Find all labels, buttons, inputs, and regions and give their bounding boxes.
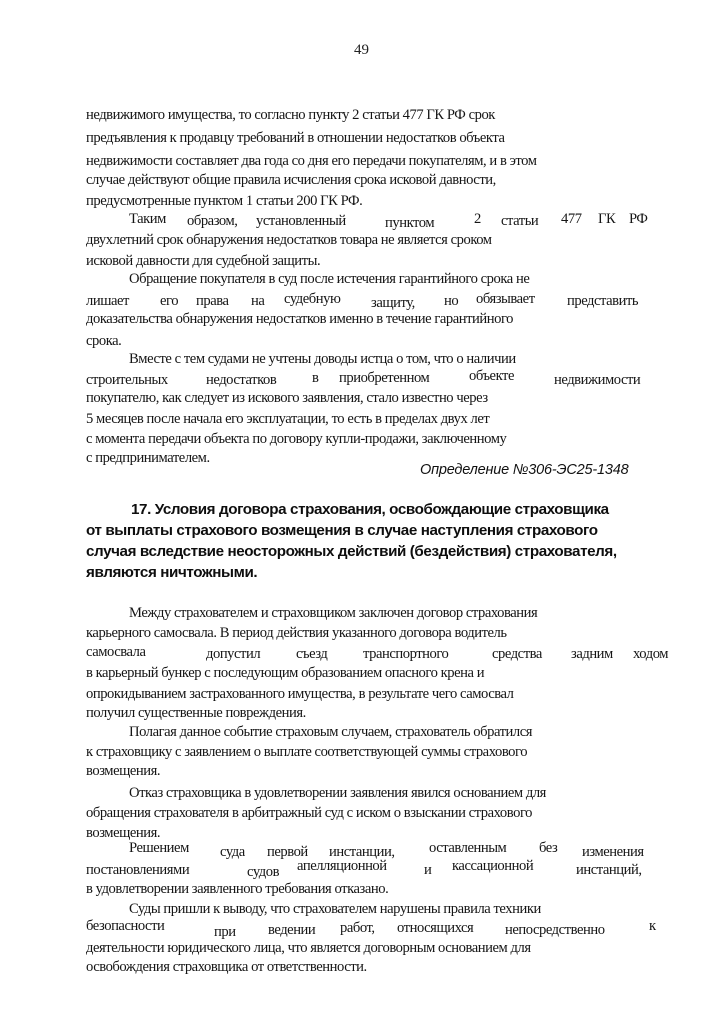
text-line: освобождения страховщика от ответственности. [86, 959, 367, 975]
text-line: Обращение покупателя в суд после истечения гарантийного срока не [129, 271, 530, 287]
text-line: в карьерный бункер с последующим образованием опасного крена и [86, 665, 485, 681]
word: относящихся [397, 920, 474, 936]
word: 2 [474, 211, 481, 227]
word: представить [567, 293, 639, 309]
text-line: к страховщику с заявлением о выплате соответствующей суммы страхового [86, 744, 528, 760]
word: установленный [256, 213, 346, 229]
text-line: в удовлетворении заявленного требования отказано. [86, 881, 389, 897]
word: права [196, 293, 229, 309]
word: пунктом [385, 215, 435, 231]
page-number: 49 [354, 42, 369, 58]
word: оставленным [429, 840, 507, 856]
word: при [214, 924, 236, 940]
text-line: случае действуют общие правила исчисления срока исковой давности, [86, 172, 496, 188]
word: 477 [561, 211, 582, 227]
text-line: срока. [86, 333, 122, 349]
word: ходом [633, 646, 669, 662]
text-line: недвижимого имущества, то согласно пункту 2 статьи 477 ГК РФ срок [86, 107, 495, 123]
word: приобретенном [339, 370, 430, 386]
word: судов [247, 864, 280, 880]
text-line: исковой давности для судебной защиты. [86, 253, 321, 269]
word: лишает [86, 293, 129, 309]
text-line: покупателю, как следует из искового заявления, стало известно через [86, 390, 488, 406]
text-line: Суды пришли к выводу, что страхователем нарушены правила техники [129, 901, 541, 917]
word: инстанции, [329, 844, 395, 860]
word: образом, [187, 213, 238, 229]
word: строительных [86, 372, 168, 388]
word: недостатков [206, 372, 277, 388]
section-heading-line: от выплаты страхового возмещения в случае наступления страхового [86, 522, 598, 539]
word: допустил [206, 646, 261, 662]
text-line: получил существенные повреждения. [86, 705, 306, 721]
word: транспортного [363, 646, 449, 662]
word: суда [220, 844, 245, 860]
word: самосвала [86, 644, 146, 660]
text-line: Полагая данное событие страховым случаем, страхователь обратился [129, 724, 533, 740]
text-line: возмещения. [86, 825, 161, 841]
word: защиту, [371, 295, 415, 311]
word: кассационной [452, 858, 534, 874]
text-line: возмещения. [86, 763, 161, 779]
section-heading-line: являются ничтожными. [86, 564, 258, 581]
text-line: доказательства обнаружения недостатков именно в течение гарантийного [86, 311, 513, 327]
word: РФ [629, 211, 648, 227]
word: без [539, 840, 558, 856]
word: но [444, 293, 459, 309]
word: непосредственно [505, 922, 605, 938]
word: его [160, 293, 179, 309]
text-line: предъявления к продавцу требований в отношении недостатков объекта [86, 130, 505, 146]
word: Решением [129, 840, 189, 856]
word: обязывает [476, 291, 535, 307]
word: ведении [268, 922, 316, 938]
text-line: двухлетний срок обнаружения недостатков товара не является сроком [86, 232, 492, 248]
text-line: недвижимости составляет два года со дня его передачи покупателям, и в этом [86, 153, 537, 169]
text-line: деятельности юридического лица, что является договорным основанием для [86, 940, 531, 956]
text-line: обращения страхователя в арбитражный суд с иском о взыскании страхового [86, 805, 532, 821]
text-line: карьерного самосвала. В период действия указанного договора водитель [86, 625, 507, 641]
word: и [424, 862, 432, 878]
section-heading-line: 17. Условия договора страхования, освобождающие страховщика [131, 501, 609, 518]
text-line: с предпринимателем. [86, 450, 210, 466]
word: в [312, 370, 319, 386]
word: недвижимости [554, 372, 641, 388]
court-reference: Определение №306-ЭС25-1348 [420, 462, 629, 478]
text-line: предусмотренные пунктом 1 статьи 200 ГК РФ. [86, 193, 363, 209]
word: задним [571, 646, 613, 662]
text-line: Между страхователем и страховщиком заключен договор страхования [129, 605, 538, 621]
word: средства [492, 646, 542, 662]
word: Таким [129, 211, 166, 227]
word: объекте [469, 368, 514, 384]
word: инстанций, [576, 862, 642, 878]
section-heading-line: случая вследствие неосторожных действий (бездействия) страхователя, [86, 543, 617, 560]
word: работ, [340, 920, 375, 936]
word: апелляционной [297, 858, 387, 874]
word: первой [267, 844, 308, 860]
word: изменения [582, 844, 644, 860]
word: судебную [284, 291, 341, 307]
text-line: Вместе с тем судами не учтены доводы истца о том, что о наличии [129, 351, 516, 367]
word: на [251, 293, 265, 309]
word: безопасности [86, 918, 165, 934]
text-line: 5 месяцев после начала его эксплуатации, то есть в пределах двух лет [86, 411, 490, 427]
word: постановлениями [86, 862, 190, 878]
text-line: опрокидыванием застрахованного имущества, в результате чего самосвал [86, 686, 514, 702]
word: статьи [501, 213, 539, 229]
text-line: с момента передачи объекта по договору купли-продажи, заключенному [86, 431, 507, 447]
word: съезд [296, 646, 328, 662]
word: к [649, 918, 656, 934]
word: ГК [598, 211, 616, 227]
text-line: Отказ страховщика в удовлетворении заявления явился основанием для [129, 785, 546, 801]
